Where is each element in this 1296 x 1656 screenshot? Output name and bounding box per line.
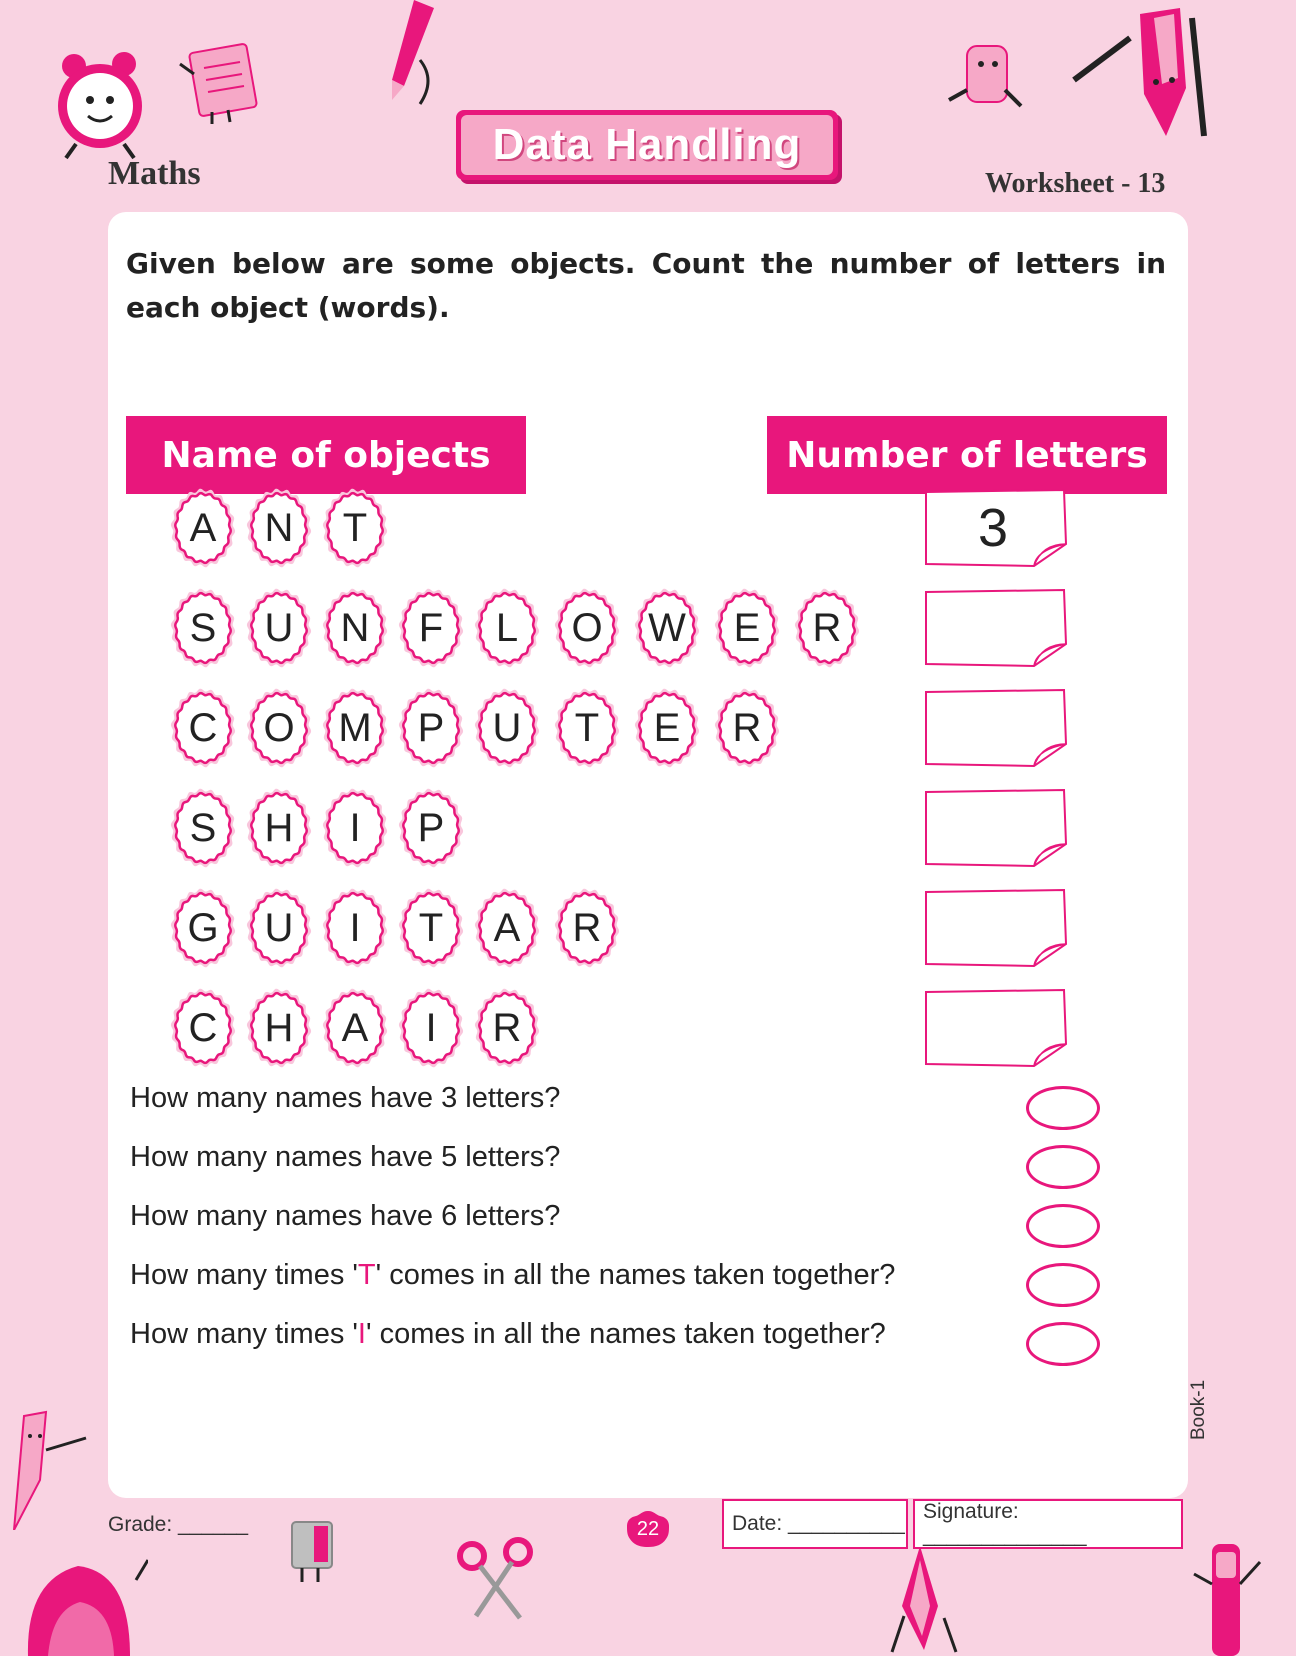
letter-count-box[interactable] xyxy=(924,488,1074,568)
letter-text: C xyxy=(188,705,218,750)
letter-badge xyxy=(246,788,312,868)
title-banner xyxy=(456,110,838,180)
letter-text: L xyxy=(495,605,519,650)
question-part: How many names have 3 letters? xyxy=(130,1082,561,1114)
letter-badge xyxy=(322,888,388,968)
instruction-text: Given below are some objects. Count the number of letters in each object (words). xyxy=(126,247,1166,324)
letter-text: R xyxy=(572,905,602,950)
letter-count-value xyxy=(924,688,1052,768)
letter-text: H xyxy=(264,805,294,850)
letter-count-value xyxy=(924,588,1052,668)
letter-text: W xyxy=(648,605,686,650)
pencil-character-icon xyxy=(1070,8,1220,138)
letter-text: R xyxy=(812,605,842,650)
letter-count-value xyxy=(924,988,1052,1068)
question-part: How many names have 5 letters? xyxy=(130,1141,561,1173)
letter-badge xyxy=(554,688,620,768)
column-header-objects: Name of objects xyxy=(126,416,526,494)
letter-text: T xyxy=(342,505,368,550)
letter-badge xyxy=(170,688,236,768)
letter-text: E xyxy=(653,705,681,750)
question-text xyxy=(130,1141,560,1174)
eraser-icon xyxy=(945,40,1025,120)
date-field[interactable]: Date: __________ xyxy=(722,1499,908,1549)
letter-text: I xyxy=(349,905,361,950)
letter-badge xyxy=(474,588,540,668)
letter-text: N xyxy=(340,605,370,650)
column-header-letters: Number of letters xyxy=(767,416,1167,494)
letter-text: P xyxy=(417,805,445,850)
book-label: Book-1 xyxy=(1188,1379,1209,1440)
letter-text: T xyxy=(574,705,600,750)
letter-count-box[interactable] xyxy=(924,588,1074,668)
letter-text: I xyxy=(425,1005,437,1050)
letter-text: M xyxy=(338,705,372,750)
notepad-icon xyxy=(176,42,266,126)
letter-count-box[interactable] xyxy=(924,888,1074,968)
letter-badge xyxy=(322,988,388,1068)
letter-text: O xyxy=(571,605,603,650)
letter-text: S xyxy=(189,605,217,650)
letter-text: T xyxy=(418,905,444,950)
letter-badge xyxy=(794,588,860,668)
letter-badge xyxy=(322,488,388,568)
sharpener-icon xyxy=(284,1516,344,1586)
letter-badge xyxy=(714,588,780,668)
letter-badge xyxy=(398,788,464,868)
letter-badge xyxy=(170,488,236,568)
highlighted-letter: T xyxy=(357,1259,376,1291)
letter-badge xyxy=(246,988,312,1068)
letter-text: E xyxy=(733,605,761,650)
answer-oval[interactable] xyxy=(1026,1322,1100,1366)
letter-badge xyxy=(474,888,540,968)
letter-badge xyxy=(474,688,540,768)
question-part: ' comes in all the names taken together? xyxy=(375,1259,896,1291)
letter-badge xyxy=(322,688,388,768)
letter-badge xyxy=(634,588,700,668)
answer-oval[interactable] xyxy=(1026,1263,1100,1307)
letter-count-box[interactable] xyxy=(924,988,1074,1068)
letter-text: I xyxy=(349,805,361,850)
letter-text: N xyxy=(264,505,294,550)
letter-text: A xyxy=(189,505,217,550)
letter-badge xyxy=(398,888,464,968)
letter-badge xyxy=(170,988,236,1068)
letter-badge xyxy=(246,888,312,968)
letter-badge xyxy=(246,688,312,768)
letter-badge xyxy=(170,888,236,968)
pencil-icon xyxy=(380,0,440,110)
letter-badge xyxy=(322,588,388,668)
letter-badge xyxy=(398,588,464,668)
alarm-clock-icon xyxy=(52,44,148,160)
letter-text: U xyxy=(264,605,294,650)
question-text xyxy=(130,1259,895,1292)
ruler-character-icon xyxy=(10,1410,90,1530)
letter-badge xyxy=(474,988,540,1068)
answer-oval[interactable] xyxy=(1026,1145,1100,1189)
question-text xyxy=(130,1082,560,1115)
letter-text: A xyxy=(341,1005,369,1050)
letter-badge xyxy=(554,888,620,968)
subject-label: Maths xyxy=(108,155,201,192)
letter-badge xyxy=(634,688,700,768)
letter-badge xyxy=(554,588,620,668)
letter-text: R xyxy=(732,705,762,750)
letter-badge xyxy=(170,788,236,868)
crayon-icon xyxy=(884,1546,964,1656)
backpack-icon xyxy=(18,1520,148,1656)
scissors-icon xyxy=(456,1536,536,1622)
letter-text: P xyxy=(417,705,445,750)
pen-character-icon xyxy=(1190,1540,1270,1656)
answer-oval[interactable] xyxy=(1026,1086,1100,1130)
letter-badge xyxy=(398,688,464,768)
letter-text: C xyxy=(188,1005,218,1050)
question-text xyxy=(130,1318,886,1351)
letter-badge xyxy=(714,688,780,768)
letter-badge xyxy=(398,988,464,1068)
letter-count-value xyxy=(924,888,1052,968)
worksheet-card xyxy=(108,212,1188,1498)
highlighted-letter: I xyxy=(357,1318,366,1350)
letter-count-value: 3 xyxy=(977,498,1009,558)
grade-field[interactable]: Grade: ______ xyxy=(108,1513,249,1536)
signature-field[interactable]: Signature: ______________ xyxy=(913,1499,1183,1549)
letter-text: U xyxy=(492,705,522,750)
worksheet-number: Worksheet - 13 xyxy=(985,168,1166,199)
question-text xyxy=(130,1200,560,1233)
page-number: 22 xyxy=(636,1517,660,1540)
question-part: ' comes in all the names taken together? xyxy=(365,1318,886,1350)
letter-badge xyxy=(246,488,312,568)
letter-count-value xyxy=(924,788,1052,868)
letter-badge xyxy=(322,788,388,868)
page-number-badge xyxy=(626,1510,670,1548)
letter-badge xyxy=(246,588,312,668)
question-part: How many times ' xyxy=(130,1259,358,1291)
letter-text: A xyxy=(493,905,521,950)
letter-badge xyxy=(170,588,236,668)
letter-text: U xyxy=(264,905,294,950)
letter-text: S xyxy=(189,805,217,850)
question-part: How many times ' xyxy=(130,1318,358,1350)
letter-text: R xyxy=(492,1005,522,1050)
letter-count-box[interactable] xyxy=(924,788,1074,868)
letter-text: F xyxy=(418,605,444,650)
answer-oval[interactable] xyxy=(1026,1204,1100,1248)
page-title: Data Handling xyxy=(461,115,833,175)
letter-text: O xyxy=(263,705,295,750)
letter-text: H xyxy=(264,1005,294,1050)
letter-text: G xyxy=(187,905,219,950)
question-part: How many names have 6 letters? xyxy=(130,1200,561,1232)
letter-count-box[interactable] xyxy=(924,688,1074,768)
